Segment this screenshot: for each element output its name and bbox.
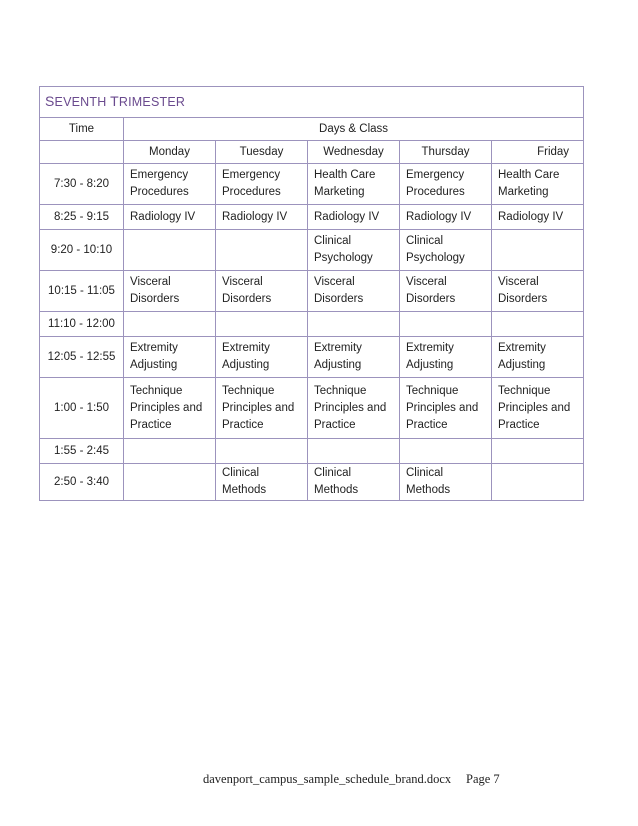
class-cell: Radiology IV xyxy=(400,205,492,230)
table-row xyxy=(40,164,584,205)
table-row xyxy=(40,464,584,501)
class-cell xyxy=(216,439,308,464)
class-cell: Clinical Psychology xyxy=(400,230,492,271)
class-cell: Radiology IV xyxy=(308,205,400,230)
time-slot: 1:55 - 2:45 xyxy=(40,439,124,464)
table-row xyxy=(40,312,584,337)
table-row xyxy=(40,378,584,439)
class-cell: Emergency Procedures xyxy=(400,164,492,205)
class-cell: Radiology IV xyxy=(124,205,216,230)
time-slot: 9:20 - 10:10 xyxy=(40,230,124,271)
day-monday: Monday xyxy=(124,141,216,164)
footer-page-number: Page 7 xyxy=(466,772,500,786)
schedule-table xyxy=(39,86,584,501)
time-slot: 2:50 - 3:40 xyxy=(40,464,124,501)
class-cell xyxy=(216,230,308,271)
days-class-header: Days & Class xyxy=(124,118,584,141)
class-cell xyxy=(124,230,216,271)
class-cell: Extremity Adjusting xyxy=(124,337,216,378)
class-cell: Technique Principles and Practice xyxy=(400,378,492,439)
class-cell: Extremity Adjusting xyxy=(308,337,400,378)
time-slot: 1:00 - 1:50 xyxy=(40,378,124,439)
day-friday: Friday xyxy=(492,141,584,164)
footer-filename: davenport_campus_sample_schedule_brand.docx xyxy=(203,772,452,786)
class-cell: Emergency Procedures xyxy=(216,164,308,205)
class-cell: Clinical Methods xyxy=(308,464,400,501)
class-cell: Extremity Adjusting xyxy=(400,337,492,378)
table-row xyxy=(40,205,584,230)
class-cell xyxy=(492,439,584,464)
class-cell xyxy=(492,464,584,501)
class-cell xyxy=(216,312,308,337)
class-cell: Visceral Disorders xyxy=(308,271,400,312)
class-cell: Extremity Adjusting xyxy=(492,337,584,378)
class-cell: Extremity Adjusting xyxy=(216,337,308,378)
class-cell: Visceral Disorders xyxy=(216,271,308,312)
class-cell: Radiology IV xyxy=(216,205,308,230)
class-cell xyxy=(124,464,216,501)
class-cell: Health Care Marketing xyxy=(492,164,584,205)
class-cell: Clinical Methods xyxy=(400,464,492,501)
class-cell: Health Care Marketing xyxy=(308,164,400,205)
class-cell: Technique Principles and Practice xyxy=(124,378,216,439)
class-cell xyxy=(400,439,492,464)
class-cell: Visceral Disorders xyxy=(124,271,216,312)
class-cell xyxy=(492,312,584,337)
time-header: Time xyxy=(40,118,124,141)
table-row xyxy=(40,271,584,312)
table-row xyxy=(40,337,584,378)
class-cell xyxy=(124,312,216,337)
day-tuesday: Tuesday xyxy=(216,141,308,164)
class-cell: Technique Principles and Practice xyxy=(308,378,400,439)
class-cell: Clinical Methods xyxy=(216,464,308,501)
time-slot: 7:30 - 8:20 xyxy=(40,164,124,205)
class-cell: Visceral Disorders xyxy=(492,271,584,312)
class-cell xyxy=(124,439,216,464)
class-cell: Emergency Procedures xyxy=(124,164,216,205)
blank-header-cell xyxy=(40,141,124,164)
time-slot: 12:05 - 12:55 xyxy=(40,337,124,378)
class-cell xyxy=(308,312,400,337)
class-cell xyxy=(492,230,584,271)
section-title: SEVENTH TRIMESTER xyxy=(40,87,584,118)
class-cell: Clinical Psychology xyxy=(308,230,400,271)
day-thursday: Thursday xyxy=(400,141,492,164)
class-cell xyxy=(308,439,400,464)
day-wednesday: Wednesday xyxy=(308,141,400,164)
time-slot: 10:15 - 11:05 xyxy=(40,271,124,312)
table-row xyxy=(40,439,584,464)
table-row xyxy=(40,230,584,271)
time-slot: 11:10 - 12:00 xyxy=(40,312,124,337)
class-cell: Visceral Disorders xyxy=(400,271,492,312)
class-cell xyxy=(400,312,492,337)
class-cell: Technique Principles and Practice xyxy=(216,378,308,439)
class-cell: Technique Principles and Practice xyxy=(492,378,584,439)
time-slot: 8:25 - 9:15 xyxy=(40,205,124,230)
class-cell: Radiology IV xyxy=(492,205,584,230)
